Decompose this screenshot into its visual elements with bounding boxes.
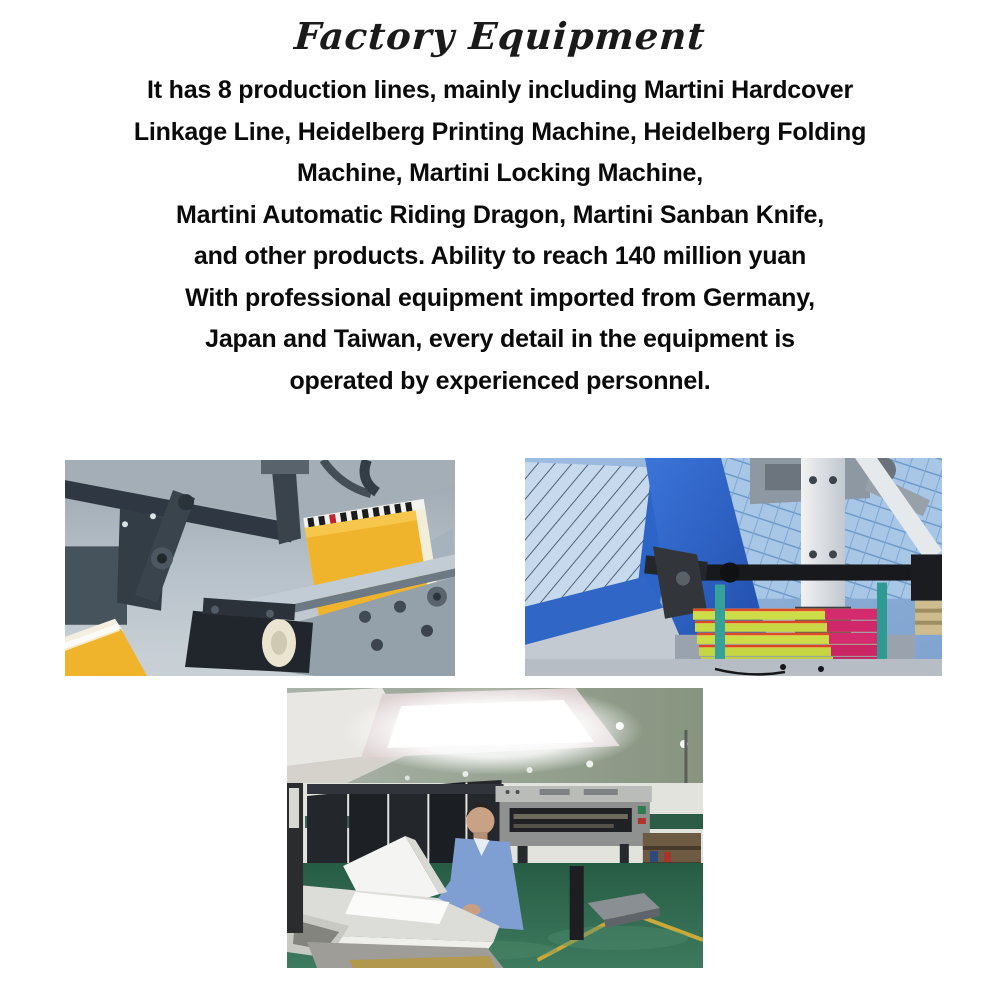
description-line: and other products. Ability to reach 140 million yuan bbox=[193, 242, 807, 270]
description-line: With professional equipment imported from Germany, bbox=[185, 283, 815, 312]
photo-pressroom-operator bbox=[287, 688, 703, 968]
pressroom-illustration bbox=[287, 688, 703, 968]
description-line: Machine, Martini Locking Machine, bbox=[297, 159, 703, 187]
photo-binding-machine bbox=[65, 460, 455, 676]
description-paragraph bbox=[0, 70, 1000, 402]
binding-machine-illustration bbox=[65, 460, 455, 676]
photo-stacking-machine bbox=[525, 458, 942, 676]
description-line: Linkage Line, Heidelberg Printing Machine, Heidelberg Folding bbox=[133, 117, 867, 146]
page-title: Factory Equipment bbox=[292, 14, 708, 58]
stacking-machine-illustration bbox=[525, 458, 942, 676]
description-line: Martini Automatic Riding Dragon, Martini Sanban Knife, bbox=[175, 200, 824, 229]
description-line: operated by experienced personnel. bbox=[289, 366, 711, 395]
description-line: It has 8 production lines, mainly including Martini Hardcover bbox=[147, 76, 853, 104]
description-line: Japan and Taiwan, every detail in the equipment is bbox=[205, 325, 795, 353]
